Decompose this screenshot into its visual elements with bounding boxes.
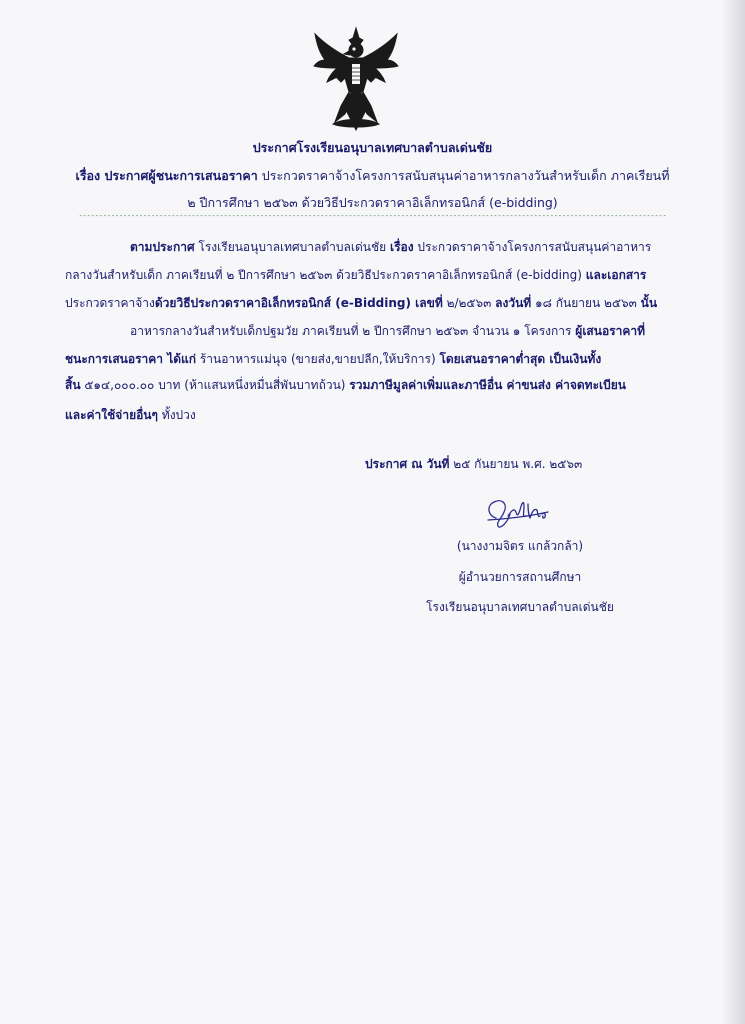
body-l2-a: กลางวันสำหรับเด็ก ภาคเรียนที่ ๒ ปีการศึกษา ๒๕๖๓ ด้วยวิธีประกวดราคาอิเล็กทรอนิกส์ (e-bidding) — [65, 268, 586, 282]
garuda-emblem-icon — [311, 26, 401, 134]
body-l1-d: ประกวดราคาจ้างโครงการสนับสนุนค่าอาหาร — [413, 240, 652, 254]
body-line-4 — [130, 322, 645, 341]
body-l1-a: ตามประกาศ — [130, 240, 195, 254]
signer-title: ผู้อำนวยการสถานศึกษา — [458, 570, 582, 584]
body-l4-a: อาหารกลางวันสำหรับเด็กปฐมวัย ภาคเรียนที่ ๒ ปีการศึกษา ๒๕๖๓ จำนวน ๑ โครงการ — [130, 324, 576, 338]
separator-dashes: -------------------------------------------------------------------------------------------------------------------------------------------------- — [78, 211, 667, 220]
body-l5-a: ชนะการเสนอราคา ได้แก่ — [65, 352, 197, 366]
body-l2-b: และเอกสาร — [585, 268, 647, 282]
body-l5-b: ร้านอาหารแม่นุจ (ขายส่ง,ขายปลีก,ให้บริการ) — [196, 352, 440, 366]
body-l3-c: ๒/๒๕๖๓ — [442, 296, 496, 310]
body-l6-a: สิ้น — [65, 378, 81, 392]
body-l1-b: โรงเรียนอนุบาลเทศบาลตำบลเด่นชัย — [194, 240, 390, 254]
body-l6-c: รวมภาษีมูลค่าเพิ่มและภาษีอื่น ค่าขนส่ง ค่าจดทะเบียน — [349, 378, 626, 392]
body-line-1 — [130, 238, 651, 257]
body-l4-b: ผู้เสนอราคาที่ — [575, 324, 646, 338]
signer-name: (นางงามจิตร แกล้วกล้า) — [456, 539, 584, 553]
body-line-6 — [65, 376, 626, 395]
signer-organization: โรงเรียนอนุบาลเทศบาลตำบลเด่นชัย — [426, 600, 614, 614]
announcement-date — [365, 455, 582, 474]
body-l6-b: ๕๑๔,๐๐๐.๐๐ บาท (ห้าแสนหนึ่งหมื่นสี่พันบาทถ้วน) — [80, 378, 350, 392]
subject-label: เรื่อง ประกาศผู้ชนะการเสนอราคา — [75, 168, 258, 183]
subject-text-2: ๒ ปีการศึกษา ๒๕๖๓ ด้วยวิธีประกวดราคาอิเล็กทรอนิกส์ (e-bidding) — [187, 195, 558, 210]
body-line-7 — [65, 406, 196, 425]
body-line-2 — [65, 266, 646, 285]
announcement-title — [0, 138, 745, 158]
body-line-3 — [65, 294, 657, 313]
body-l3-d: ลงวันที่ — [495, 296, 532, 310]
body-l5-c: โดยเสนอราคาต่ำสุด เป็นเงินทั้ง — [439, 352, 602, 366]
body-l7-b: ทั้งปวง — [157, 408, 196, 422]
body-l3-a: ประกวดราคาจ้าง — [65, 296, 155, 310]
subject-line — [0, 166, 745, 186]
body-l1-c: เรื่อง — [389, 240, 414, 254]
body-l3-f: นั้น — [640, 296, 658, 310]
body-line-5 — [65, 350, 601, 369]
body-l3-e: ๑๘ กันยายน ๒๕๖๓ — [531, 296, 641, 310]
announcement-title-text: ประกาศโรงเรียนอนุบาลเทศบาลตำบลเด่นชัย — [252, 140, 493, 155]
subject-text: ประกวดราคาจ้างโครงการสนับสนุนค่าอาหารกลางวันสำหรับเด็ก ภาคเรียนที่ — [257, 168, 670, 183]
handwritten-signature-icon — [482, 492, 562, 532]
date-label: ประกาศ ณ วันที่ — [365, 457, 450, 471]
body-l7-a: และค่าใช้จ่ายอื่นๆ — [65, 408, 158, 422]
date-value: ๒๕ กันยายน พ.ศ. ๒๕๖๓ — [449, 457, 583, 471]
subject-line-2 — [0, 193, 745, 213]
body-l3-b: ด้วยวิธีประกวดราคาอิเล็กทรอนิกส์ (e-Bidding) เลขที่ — [154, 296, 443, 310]
